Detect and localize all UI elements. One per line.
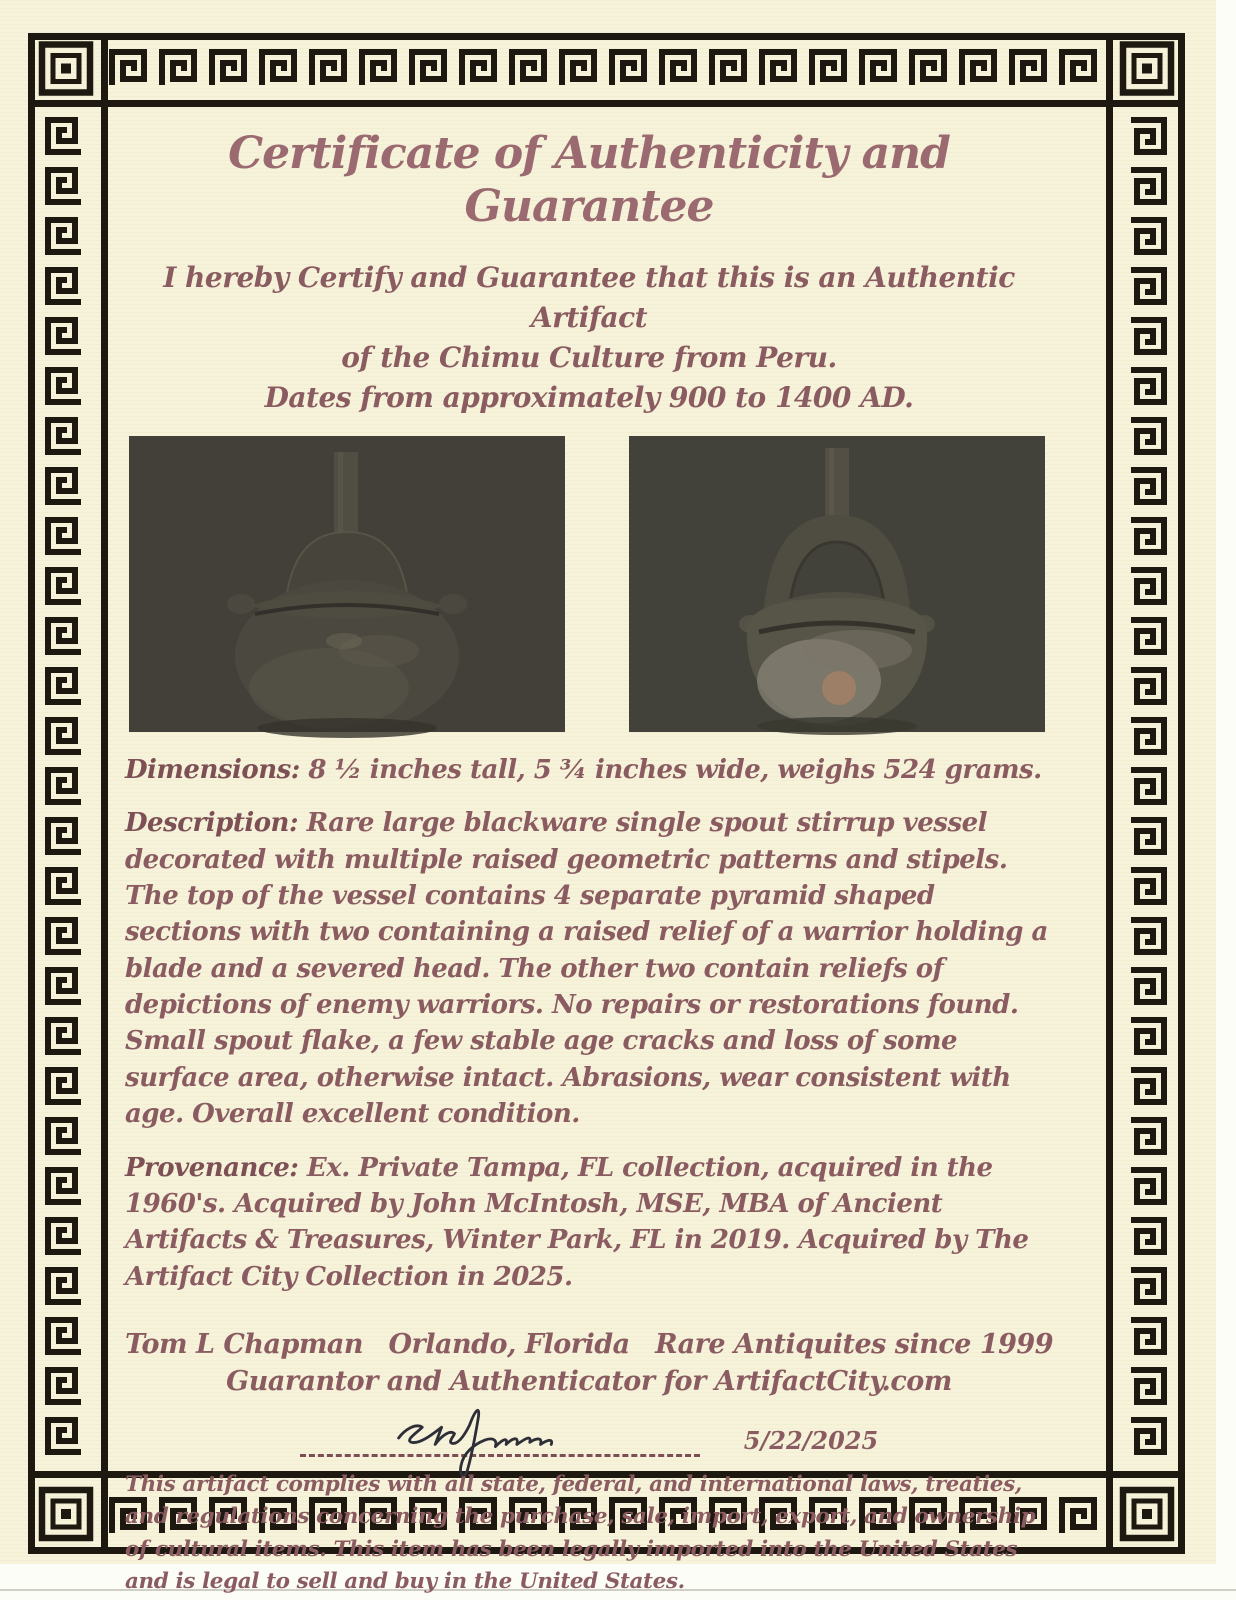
signatory-tagline: Rare Antiquites since 1999 — [655, 1329, 1053, 1361]
signature-area — [125, 1399, 1053, 1457]
certification-statement — [125, 258, 1053, 418]
statement-line-2: of the Chimu Culture from Peru. — [341, 340, 837, 374]
legal-compliance-text: This artifact complies with all state, federal, and international laws, treaties, and regulations concerning the purchase, sale, import, export, and ownership of cultural items. This item has been legally imported into the United States and is legal to sell and buy in the United States. — [125, 1472, 1036, 1594]
page-title: Certificate of Authenticity and Guarantee — [228, 128, 950, 232]
certificate-content — [103, 104, 1113, 1594]
provenance-label: Provenance: — [125, 1152, 299, 1183]
description-paragraph — [125, 805, 1053, 1133]
provenance-paragraph — [125, 1150, 1053, 1296]
statement-line-1: I hereby Certify and Guarantee that this is an Authentic Artifact — [163, 260, 1015, 334]
signatory-name: Tom L Chapman — [125, 1329, 364, 1361]
dimensions-text: 8 ½ inches tall, 5 ¾ inches wide, weighs 524 grams. — [299, 754, 1042, 785]
artifact-photo-reverse — [629, 436, 1045, 732]
provenance-text: Ex. Private Tampa, FL collection, acquired in the 1960's. Acquired by John McIntosh, MSE, MBA of Ancient Artifacts & Treasures, Winter Park, FL in 2019. Acquired by The Artifact City Collection in 2025. — [125, 1152, 1029, 1292]
signature-dashed-line — [300, 1414, 700, 1457]
guarantor-role-line: Guarantor and Authenticator for ArtifactCity.com — [226, 1366, 952, 1398]
signatory-row — [125, 1329, 1053, 1360]
handwritten-signature — [350, 1395, 602, 1481]
signatory-location: Orlando, Florida — [388, 1329, 630, 1361]
description-text: Rare large blackware single spout stirrup vessel decorated with multiple raised geometric patterns and stipels. The top of the vessel contains 4 separate pyramid shaped sections with two containing a raised relief of a warrior holding a blade and a severed head. The other two contain reliefs of depictions of enemy warriors. No repairs or restorations found. Small spout flake, a few stable age cracks and loss of some surface area, otherwise intact. Abrasions, wear consistent with age. Overall excellent condition. — [125, 808, 1048, 1130]
dimensions-paragraph — [125, 752, 1053, 788]
signature-date: 5/22/2025 — [743, 1426, 879, 1456]
artifact-photos — [129, 436, 1053, 732]
dimensions-label: Dimensions: — [125, 754, 300, 785]
artifact-photo-front — [129, 436, 565, 732]
statement-line-3: Dates from approximately 900 to 1400 AD. — [264, 380, 914, 414]
description-label: Description: — [125, 808, 299, 839]
